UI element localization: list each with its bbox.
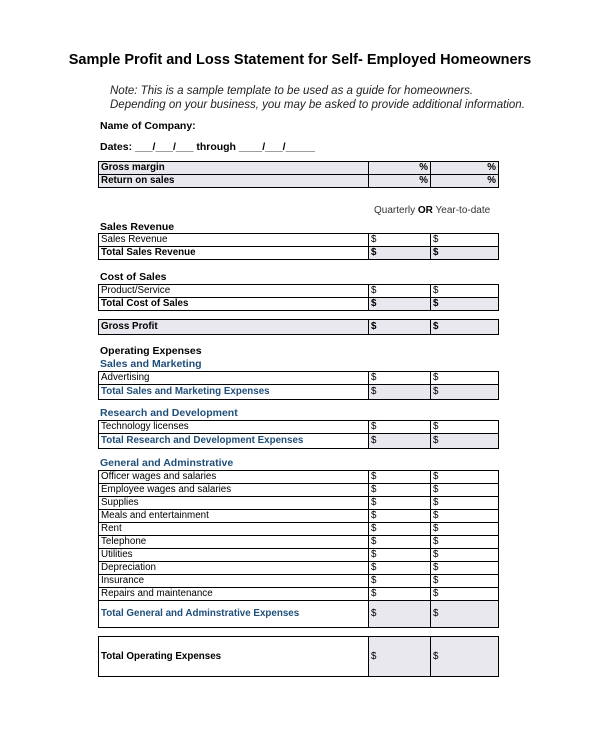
table-row: [99, 471, 499, 484]
total-label: Total Sales Revenue: [99, 247, 369, 260]
quarterly-amount[interactable]: $: [369, 372, 431, 385]
ytd-amount[interactable]: $: [431, 588, 499, 601]
total-row: [99, 247, 499, 260]
row-label: Product/Service: [99, 285, 369, 298]
table-row: [99, 484, 499, 497]
ytd-amount[interactable]: $: [431, 536, 499, 549]
table-row: [99, 523, 499, 536]
rnd-heading: Research and Development: [100, 407, 238, 419]
row-label: Supplies: [99, 497, 369, 510]
quarterly-amount[interactable]: $: [369, 588, 431, 601]
ytd-amount[interactable]: $: [431, 549, 499, 562]
rnd-table: [98, 420, 499, 449]
quarterly-amount[interactable]: $: [369, 536, 431, 549]
ytd-amount[interactable]: $: [431, 562, 499, 575]
cost-table: [98, 284, 499, 311]
quarterly-total[interactable]: $: [369, 434, 431, 449]
quarterly-total[interactable]: $: [369, 385, 431, 400]
marketing-table: [98, 371, 499, 400]
table-row: [99, 549, 499, 562]
document-title: Sample Profit and Loss Statement for Self- Employed Homeowners: [68, 52, 532, 68]
table-row: [99, 575, 499, 588]
table-row: [99, 234, 499, 247]
ytd-amount[interactable]: $: [431, 372, 499, 385]
sales-table: [98, 233, 499, 260]
total-label: Total General and Adminstrative Expenses: [99, 601, 369, 628]
ytd-amount[interactable]: $: [431, 484, 499, 497]
ytd-amount[interactable]: $: [431, 421, 499, 434]
ytd-amount[interactable]: $: [431, 234, 499, 247]
quarterly-header: Quarterly: [374, 205, 416, 216]
column-header: [374, 205, 490, 216]
table-row: [99, 421, 499, 434]
marketing-heading: Sales and Marketing: [100, 358, 202, 370]
quarterly-gross-profit[interactable]: $: [369, 320, 431, 335]
total-opex-row: [99, 637, 499, 677]
row-label: Sales Revenue: [99, 234, 369, 247]
ytd-amount[interactable]: $: [431, 575, 499, 588]
gross-profit-row: [99, 320, 499, 335]
gross-profit-label: Gross Profit: [99, 320, 369, 335]
total-label: Total Sales and Marketing Expenses: [99, 385, 369, 400]
table-row: [99, 536, 499, 549]
ytd-total[interactable]: $: [431, 385, 499, 400]
total-label: Total Cost of Sales: [99, 298, 369, 311]
quarterly-amount[interactable]: $: [369, 421, 431, 434]
quarterly-total-opex[interactable]: $: [369, 637, 431, 677]
quarterly-amount[interactable]: $: [369, 562, 431, 575]
quarterly-amount[interactable]: $: [369, 285, 431, 298]
quarterly-amount[interactable]: $: [369, 510, 431, 523]
ratio-quarterly-cell[interactable]: %: [369, 175, 431, 188]
quarterly-amount[interactable]: $: [369, 575, 431, 588]
ratio-ytd-cell[interactable]: %: [431, 175, 499, 188]
ytd-total[interactable]: $: [431, 601, 499, 628]
ytd-total[interactable]: $: [431, 247, 499, 260]
ga-heading: General and Adminstrative: [100, 457, 234, 469]
table-row: [99, 588, 499, 601]
quarterly-amount[interactable]: $: [369, 234, 431, 247]
quarterly-amount[interactable]: $: [369, 523, 431, 536]
row-label: Officer wages and salaries: [99, 471, 369, 484]
template-note: [110, 84, 525, 112]
total-label: Total Research and Development Expenses: [99, 434, 369, 449]
or-header: OR: [417, 205, 433, 216]
ytd-amount[interactable]: $: [431, 497, 499, 510]
row-label: Technology licenses: [99, 421, 369, 434]
quarterly-amount[interactable]: $: [369, 484, 431, 497]
ytd-header: Year-to-date: [435, 205, 491, 216]
ytd-amount[interactable]: $: [431, 471, 499, 484]
table-row: [99, 372, 499, 385]
table-row: [99, 497, 499, 510]
total-row: [99, 298, 499, 311]
row-label: Telephone: [99, 536, 369, 549]
quarterly-total[interactable]: $: [369, 601, 431, 628]
total-row: [99, 385, 499, 400]
ga-table: [98, 470, 499, 628]
note-line-2: Depending on your business, you may be asked to provide additional information.: [110, 99, 525, 111]
quarterly-amount[interactable]: $: [369, 549, 431, 562]
cost-heading: Cost of Sales: [100, 271, 167, 283]
row-label: Repairs and maintenance: [99, 588, 369, 601]
ratios-table: [98, 161, 499, 188]
total-opex-table: [98, 636, 499, 677]
quarterly-amount[interactable]: $: [369, 497, 431, 510]
row-label: Rent: [99, 523, 369, 536]
row-label: Depreciation: [99, 562, 369, 575]
total-opex-label: Total Operating Expenses: [99, 637, 369, 677]
row-label: Insurance: [99, 575, 369, 588]
table-row: [99, 562, 499, 575]
dates-label: Dates: ___/___/___ through ____/___/_____: [100, 141, 315, 153]
ratio-label: Return on sales: [99, 175, 369, 188]
gross-profit-table: [98, 319, 499, 335]
ratio-quarterly-cell[interactable]: %: [369, 162, 431, 175]
ytd-total[interactable]: $: [431, 434, 499, 449]
row-label: Employee wages and salaries: [99, 484, 369, 497]
total-row: [99, 434, 499, 449]
ratio-row-return-on-sales: [99, 175, 499, 188]
company-name-label: Name of Company:: [100, 120, 196, 132]
ytd-total-opex[interactable]: $: [431, 637, 499, 677]
total-row: [99, 601, 499, 628]
table-row: [99, 285, 499, 298]
row-label: Utilities: [99, 549, 369, 562]
ytd-amount[interactable]: $: [431, 510, 499, 523]
ytd-total[interactable]: $: [431, 298, 499, 311]
note-line-1: Note: This is a sample template to be used as a guide for homeowners.: [110, 85, 474, 97]
table-row: [99, 510, 499, 523]
ytd-amount[interactable]: $: [431, 285, 499, 298]
quarterly-total[interactable]: $: [369, 298, 431, 311]
quarterly-total[interactable]: $: [369, 247, 431, 260]
ytd-amount[interactable]: $: [431, 523, 499, 536]
row-label: Advertising: [99, 372, 369, 385]
ratio-row-gross-margin: [99, 162, 499, 175]
ratio-label: Gross margin: [99, 162, 369, 175]
sales-heading: Sales Revenue: [100, 221, 175, 233]
opex-heading: Operating Expenses: [100, 345, 202, 357]
row-label: Meals and entertainment: [99, 510, 369, 523]
quarterly-amount[interactable]: $: [369, 471, 431, 484]
ytd-gross-profit[interactable]: $: [431, 320, 499, 335]
ratio-ytd-cell[interactable]: %: [431, 162, 499, 175]
